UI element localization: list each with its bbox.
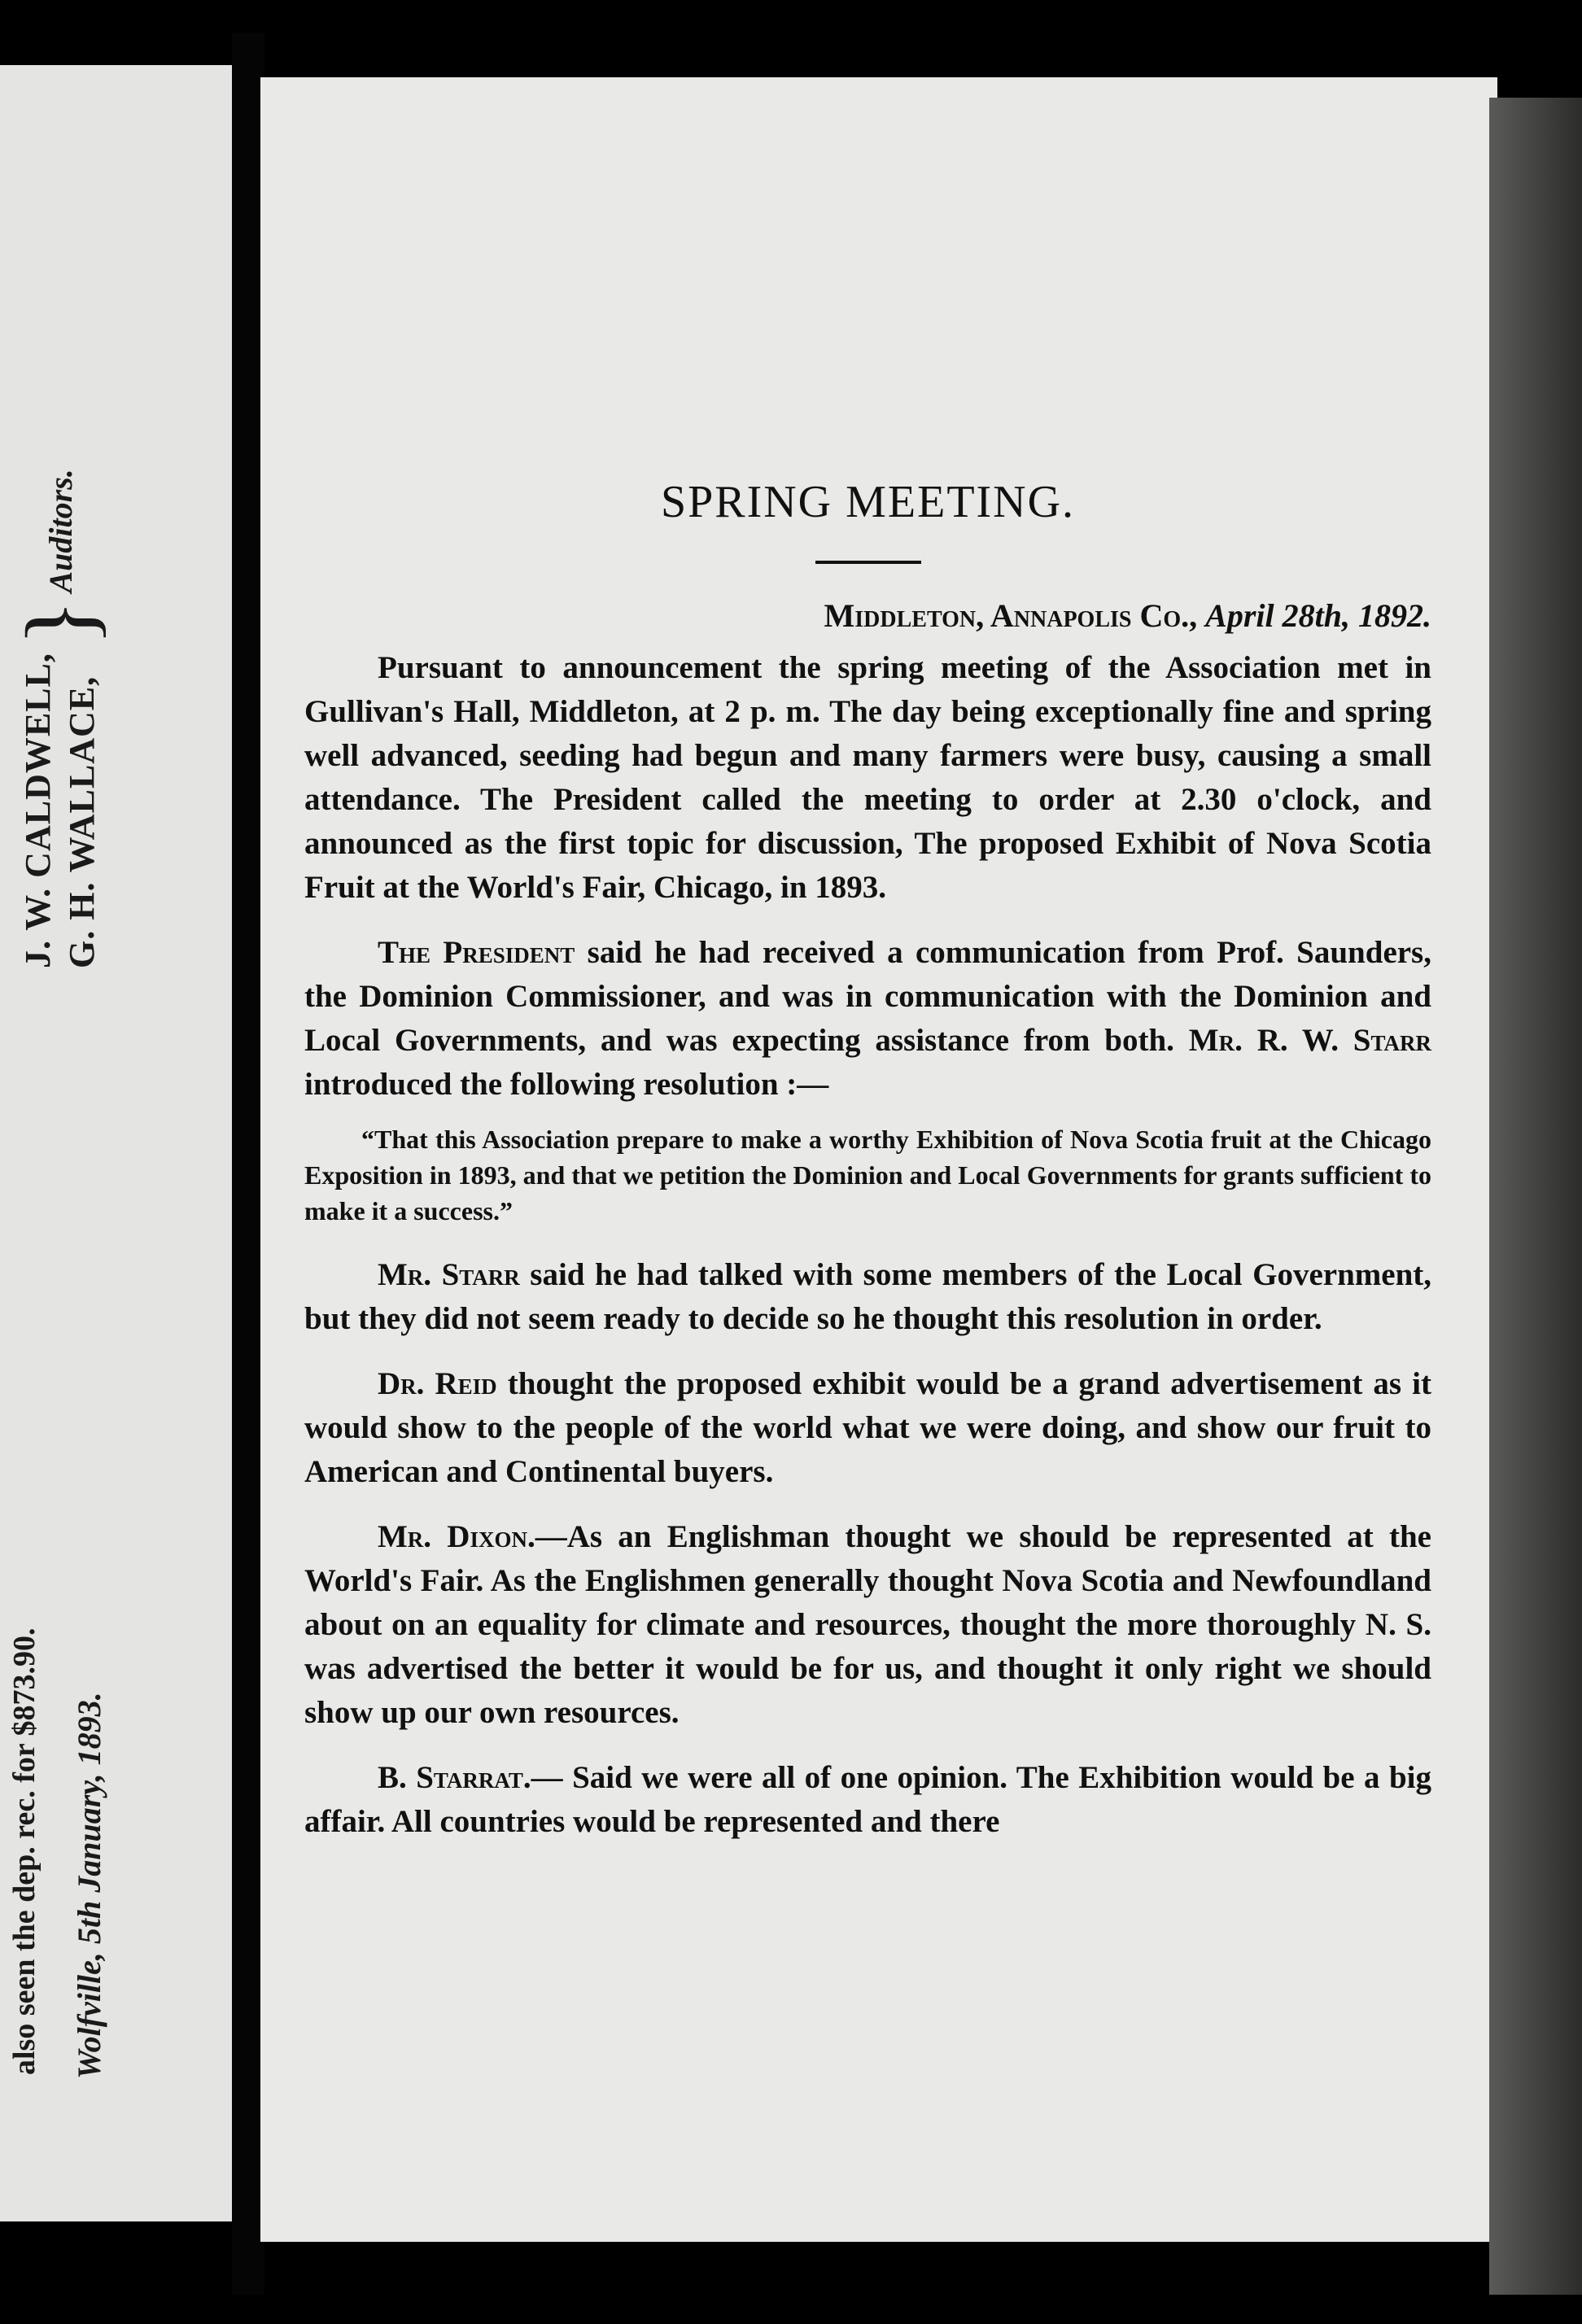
left-facing-page xyxy=(0,65,232,2221)
right-page-edge xyxy=(1489,98,1582,2295)
auditor-name-1: J. W. CALDWELL, xyxy=(18,653,58,968)
speaker-name: Mr. Starr xyxy=(378,1257,520,1292)
page-title: SPRING MEETING. xyxy=(660,477,1076,527)
title-rule xyxy=(815,561,921,564)
book-gutter xyxy=(232,33,264,2295)
paragraph-text: said he had received a communication from Prof. Saunders, the Dominion Commissioner, and was in communication with the Dominion and Local Governments, and was expecting assistance from both. xyxy=(304,935,1431,1058)
paragraph-text: —As an Englishman thought we should be represented at the World's Fair. As the Englishmen generally thought Nova Scotia and Newfoundland about on an equality for climate and resources, thought the more thoroughly N. S. was advertised the better it would be for us, and thought it only right we should show up our own resources. xyxy=(304,1519,1431,1730)
dateline-date: April 28th, 1892. xyxy=(1205,597,1431,634)
auditors-label: Auditors. xyxy=(42,469,79,593)
deposit-line: also seen the dep. rec. for $873.90. xyxy=(7,1627,42,2075)
resolution-quote: “That this Association prepare to make a worthy Exhibition of Nova Scotia fruit at the Chicago Exposition in 1893, and that we petition the Dominion and Local Governments for grants sufficient to make it a success.” xyxy=(304,1125,1431,1225)
paragraph-opening: Pursuant to announcement the spring meeting of the Association met in Gullivan's Hall, Middleton, at 2 p. m. The day being exceptionally fine and spring well advanced, seeding had begun and many farmers were busy, causing a small attendance. The President called the meeting to order at 2.30 o'clock, and announced as the first topic for discussion, The proposed Exhibit of Nova Scotia Fruit at the World's Fair, Chicago, in 1893. xyxy=(304,650,1431,905)
speaker-name: Mr. R. W. Starr xyxy=(1188,1023,1431,1058)
main-page xyxy=(260,77,1497,2242)
dateline-place: Middleton, Annapolis Co., xyxy=(824,597,1198,634)
paragraph-text: said he had talked with some members of the Local Government, but they did not seem ready to decide so he thought this resolution in order. xyxy=(304,1257,1432,1336)
speaker-name: Dr. Reid xyxy=(378,1366,497,1401)
auditors-signature-block xyxy=(6,469,114,968)
page-content xyxy=(304,476,1431,1865)
paragraph-president xyxy=(304,931,1431,1107)
paragraph-reid xyxy=(304,1362,1431,1494)
paragraph-dixon xyxy=(304,1515,1431,1735)
paragraph-starrat xyxy=(304,1756,1431,1844)
dated-line: Wolfville, 5th January, 1893. xyxy=(71,1692,107,2079)
auditor-names xyxy=(16,653,104,968)
paragraph-text: introduced the following resolution :— xyxy=(304,1067,829,1102)
paragraph-text: — Said we were all of one opinion. The Exhibition would be a big affair. All countries would be represented and there xyxy=(304,1760,1431,1839)
paragraph-starr xyxy=(304,1253,1431,1341)
dateline xyxy=(304,596,1431,635)
brace-icon: } xyxy=(6,599,114,647)
speaker-name: Mr. Dixon. xyxy=(378,1519,535,1554)
auditor-name-2: G. H. WALLACE, xyxy=(62,675,102,968)
speaker-name: The President xyxy=(378,935,575,970)
paragraph-text: thought the proposed exhibit would be a grand advertisement as it would show to the people of the world what we were doing, and show our fruit to American and Continental buyers. xyxy=(304,1366,1431,1489)
speaker-name: B. Starrat. xyxy=(378,1760,531,1795)
